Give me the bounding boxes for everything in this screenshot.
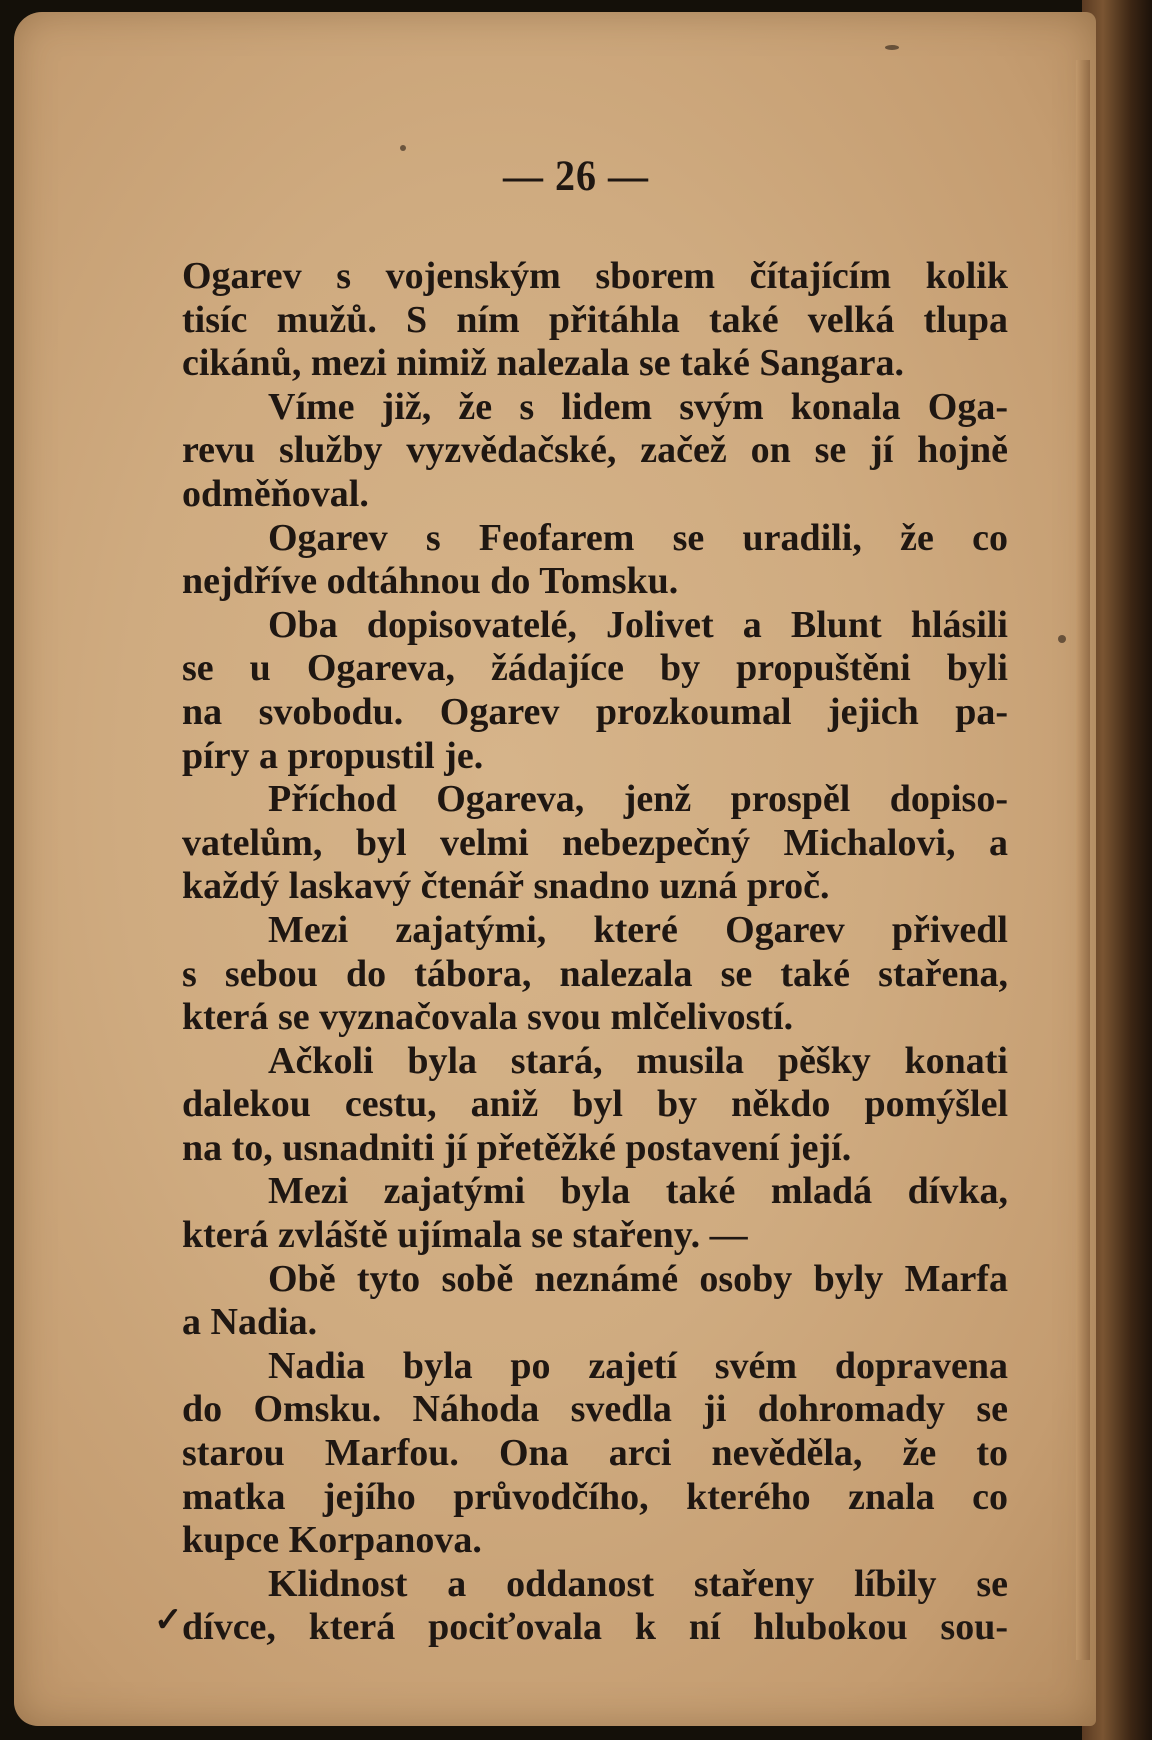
text-line: píry a propustil je. xyxy=(182,734,484,777)
text-line: na to, usnadniti jí přetěžké postavení její. xyxy=(182,1126,852,1169)
text-line: Klidnost a oddanost stařeny líbily se xyxy=(268,1562,1008,1605)
text-line: starou Marfou. Ona arci nevěděla, že to xyxy=(182,1432,1008,1475)
text-line: na svobodu. Ogarev prozkoumal jejich pa- xyxy=(182,690,1008,733)
speck xyxy=(885,45,899,50)
body-text xyxy=(182,255,1008,1650)
text-line: odměňoval. xyxy=(182,472,369,515)
text-line: nejdříve odtáhnou do Tomsku. xyxy=(182,560,679,603)
text-line: vatelům, byl velmi nebezpečný Michalovi, a xyxy=(182,821,1008,864)
text-line: Ogarev s Feofarem se uradili, že co xyxy=(268,516,1008,559)
text-line: každý laskavý čtenář snadno uzná proč. xyxy=(182,865,830,908)
text-line: Mezi zajatými byla také mladá dívka, xyxy=(268,1170,1008,1213)
text-line: kupce Korpanova. xyxy=(182,1519,482,1562)
page-edge xyxy=(1076,60,1090,1660)
text-line: která se vyznačovala svou mlčelivostí. xyxy=(182,996,794,1039)
text-line: s sebou do tábora, nalezala se také stařena, xyxy=(182,952,1008,995)
text-line: matka jejího průvodčího, kterého znala co xyxy=(182,1475,1008,1518)
text-line: tisíc mužů. S ním přitáhla také velká tlupa xyxy=(182,298,1008,341)
margin-mark: ✓ xyxy=(154,1602,183,1639)
text-line: cikánů, mezi nimiž nalezala se také Sangara. xyxy=(182,342,904,385)
text-line: Ačkoli byla stará, musila pěšky konati xyxy=(268,1039,1008,1082)
text-line: dívce, která pociťovala k ní hlubokou sou- xyxy=(182,1606,1008,1649)
text-line: a Nadia. xyxy=(182,1301,318,1344)
text-line: do Omsku. Náhoda svedla ji dohromady se xyxy=(182,1388,1008,1431)
text-line: dalekou cestu, aniž byl by někdo pomýšlel xyxy=(182,1083,1008,1126)
text-line: Příchod Ogareva, jenž prospěl dopiso- xyxy=(268,778,1008,821)
text-line: Obě tyto sobě neznámé osoby byly Marfa xyxy=(268,1257,1008,1300)
speck xyxy=(1058,635,1066,643)
text-line: Ogarev s vojenským sborem čítajícím kolik xyxy=(182,255,1008,297)
text-line: která zvláště ujímala se stařeny. — xyxy=(182,1214,748,1257)
text-line: Víme již, že s lidem svým konala Oga- xyxy=(268,385,1008,428)
page-number: — 26 — xyxy=(503,151,649,200)
text-line: se u Ogareva, žádajíce by propuštěni byli xyxy=(182,647,1008,690)
text-line: Oba dopisovatelé, Jolivet a Blunt hlásili xyxy=(268,603,1008,646)
text-line: Nadia byla po zajetí svém dopravena xyxy=(268,1344,1008,1387)
text-line: Mezi zajatými, které Ogarev přivedl xyxy=(268,908,1008,951)
text-line: revu služby vyzvědačské, začež on se jí hojně xyxy=(182,429,1008,472)
